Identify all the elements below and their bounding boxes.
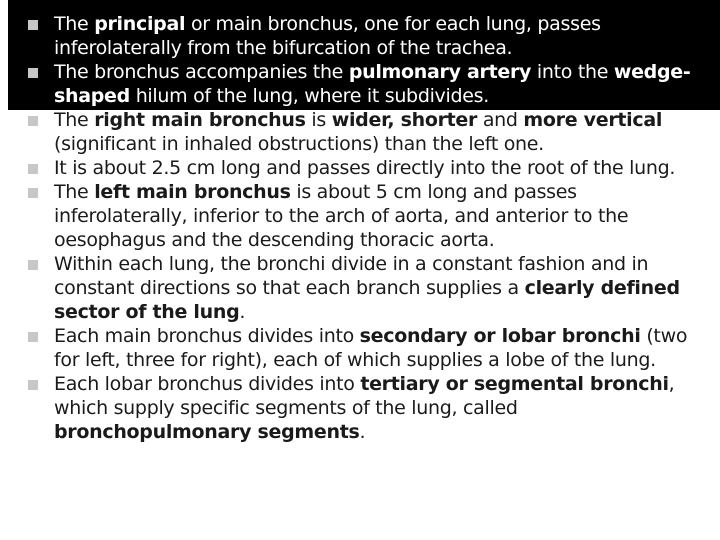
bullet-text-bold: clearly defined sector of the lung [54, 277, 680, 323]
bullet-text-bold: more vertical [523, 109, 663, 131]
bullet-text-bold: left main bronchus [94, 181, 291, 203]
bullet-item [0, 252, 720, 324]
bullet-text: . [239, 301, 246, 323]
bullet-text: Each lobar bronchus divides into [54, 373, 361, 395]
bullet-item [0, 324, 720, 372]
bullet-text-bold: right main bronchus [94, 109, 306, 131]
square-bullet-icon [28, 332, 38, 342]
square-bullet-icon [28, 188, 38, 198]
bullet-item [0, 108, 720, 156]
bullet-text-bold: secondary or lobar bronchi [359, 325, 641, 347]
bullet-item [0, 372, 720, 444]
bullet-text: Each main bronchus divides into [54, 325, 360, 347]
bullet-text: The [54, 13, 95, 35]
bullet-text-bold: wedge-shaped [54, 61, 691, 107]
bullet-text: The bronchus accompanies the [54, 61, 349, 83]
bullet-item [0, 180, 720, 252]
bullet-text: (significant in inhaled obstructions) than the left one. [54, 133, 544, 155]
bullet-text: or main bronchus, one for each lung, passes inferolaterally from the bifurcation of the trachea. [54, 13, 601, 59]
bullet-item [0, 12, 720, 60]
square-bullet-icon [28, 20, 38, 30]
bullet-text-bold: tertiary or segmental bronchi [360, 373, 669, 395]
bullet-text: is about 5 cm long and passes inferolaterally, inferior to the arch of aorta, and anterior to the oesophagus and the descending thoracic aorta. [54, 181, 629, 251]
bullet-text: hilum of the lung, where it subdivides. [129, 85, 489, 107]
bullet-item [0, 60, 720, 108]
bullet-text-bold: wider, shorter [331, 109, 478, 131]
bullet-item [0, 156, 720, 180]
bullet-text: The [54, 181, 95, 203]
bullet-text: and [477, 109, 524, 131]
bullet-text: Within each lung, the bronchi divide in a constant fashion and in constant directions so that each branch supplies a [54, 253, 649, 299]
bullet-text: The [54, 109, 95, 131]
square-bullet-icon [28, 164, 38, 174]
square-bullet-icon [28, 116, 38, 126]
bullet-text: , which supply specific segments of the lung, called [54, 373, 675, 419]
square-bullet-icon [28, 380, 38, 390]
bullet-text: (two for left, three for right), each of which supplies a lobe of the lung. [54, 325, 688, 371]
bullet-text: It is about 2.5 cm long and passes directly into the root of the lung. [54, 157, 676, 179]
bullet-text-bold: pulmonary artery [348, 61, 532, 83]
bullet-text-bold: bronchopulmonary segments [54, 421, 360, 443]
bullet-text-bold: principal [94, 13, 186, 35]
bullet-list [0, 12, 720, 444]
bullet-text: is [305, 109, 332, 131]
square-bullet-icon [28, 68, 38, 78]
bullet-text: into the [531, 61, 614, 83]
square-bullet-icon [28, 260, 38, 270]
bullet-text: . [359, 421, 366, 443]
